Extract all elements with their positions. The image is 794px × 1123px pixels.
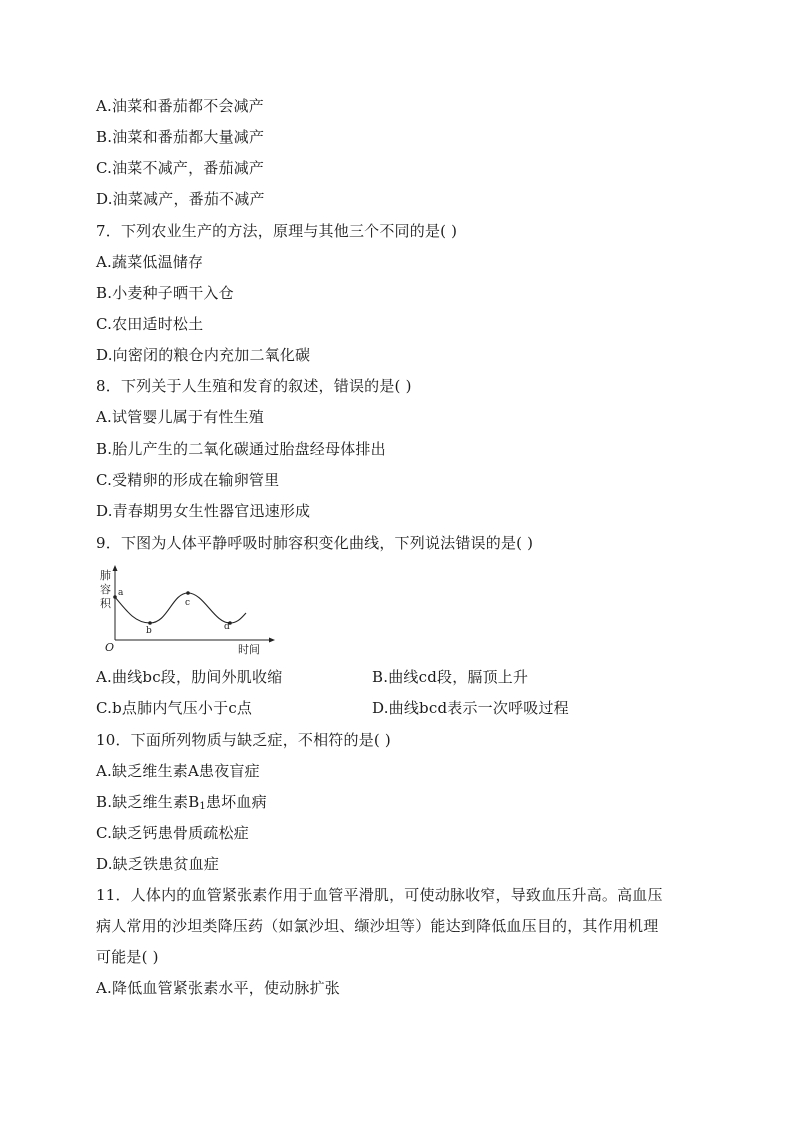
volume-curve (115, 593, 246, 623)
y-axis-label-2: 容 (100, 583, 111, 596)
q6-option-a: A.油菜和番茄都不会减产 (96, 97, 265, 115)
x-axis-arrow (269, 638, 275, 643)
point-c-label: c (185, 598, 191, 608)
point-b-label: b (146, 626, 152, 636)
q7-option-b: B.小麦种子晒干入仓 (96, 284, 234, 302)
q9-option-b: B.曲线cd段，膈顶上升 (372, 668, 529, 686)
point-c (186, 591, 190, 595)
q9-option-a: A.曲线bc段，肋间外肌收缩 (96, 668, 283, 686)
q10-option-b-suffix: 患坏血病 (205, 793, 267, 811)
q10-option-b-subscript: 1 (199, 801, 206, 812)
q11-stem-line-1: 11．人体内的血管紧张素作用于血管平滑肌，可使动脉收窄，导致血压升高。高血压 (96, 886, 663, 904)
point-d-label: d (224, 622, 230, 632)
q7-option-a: A.蔬菜低温储存 (96, 253, 204, 271)
q10-option-b (96, 792, 267, 817)
q10-option-c: C.缺乏钙患骨质疏松症 (96, 824, 249, 842)
q9-option-c: C.b点肺内气压小于c点 (96, 699, 253, 717)
point-a-label: a (118, 588, 124, 598)
lung-volume-curve-figure (96, 565, 276, 661)
q8-option-c: C.受精卵的形成在输卵管里 (96, 471, 280, 489)
q9-option-d: D.曲线bcd表示一次呼吸过程 (372, 699, 569, 717)
q6-option-d: D.油菜减产，番茄不减产 (96, 190, 265, 208)
y-axis-arrow (113, 565, 118, 571)
q9-stem: 9．下图为人体平静呼吸时肺容积变化曲线，下列说法错误的是( ) (96, 534, 534, 552)
q10-stem: 10．下面所列物质与缺乏症，不相符的是( ) (96, 731, 391, 749)
y-axis-label-1: 肺 (100, 569, 111, 582)
q7-stem: 7．下列农业生产的方法，原理与其他三个不同的是( ) (96, 222, 458, 240)
q11-stem-line-2: 病人常用的沙坦类降压药（如氯沙坦、缬沙坦等）能达到降低血压目的，其作用机理 (96, 917, 659, 935)
point-b (148, 621, 152, 625)
point-a (113, 595, 117, 599)
q7-option-c: C.农田适时松土 (96, 315, 204, 333)
q10-option-b-prefix: B.缺乏维生素B (96, 793, 200, 811)
q11-option-a: A.降低血管紧张素水平，使动脉扩张 (96, 979, 341, 997)
q10-option-d: D.缺乏铁患贫血症 (96, 855, 220, 873)
q10-option-a: A.缺乏维生素A患夜盲症 (96, 762, 260, 780)
q8-option-b: B.胎儿产生的二氧化碳通过胎盘经母体排出 (96, 440, 386, 458)
q6-option-b: B.油菜和番茄都大量减产 (96, 128, 265, 146)
q8-option-d: D.青春期男女生性器官迅速形成 (96, 502, 311, 520)
x-axis-label: 时间 (238, 643, 260, 656)
origin-label: O (105, 641, 115, 654)
q8-stem: 8．下列关于人生殖和发育的叙述，错误的是( ) (96, 377, 412, 395)
q8-option-a: A.试管婴儿属于有性生殖 (96, 408, 265, 426)
q7-option-d: D.向密闭的粮仓内充加二氧化碳 (96, 346, 311, 364)
y-axis-label-3: 积 (100, 597, 111, 610)
q6-option-c: C.油菜不减产，番茄减产 (96, 159, 265, 177)
q11-stem-line-3: 可能是( ) (96, 948, 159, 966)
